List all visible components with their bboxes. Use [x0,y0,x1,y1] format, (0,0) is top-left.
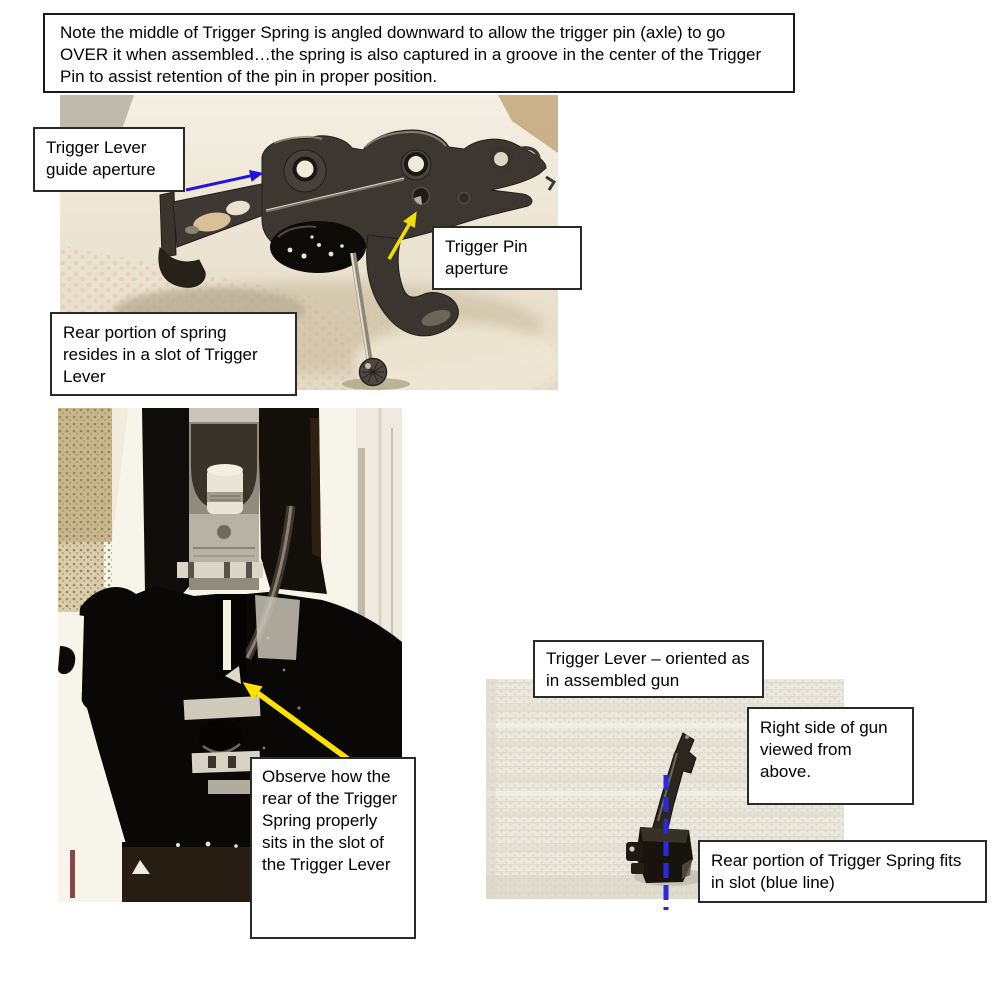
callout-right-side-of-gun: Right side of gun viewed from above. [747,707,914,805]
note-box: Note the middle of Trigger Spring is angled downward to allow the trigger pin (axle) to go OVER it when assembled…the spring is also captured in a groove in the center of the Trigger Pin to assist retention of the pin in proper position. [43,13,795,93]
callout-observe-spring-in-slot: Observe how the rear of the Trigger Spring properly sits in the slot of the Trigger Lever [250,757,416,939]
callout-rear-spring-fits-slot: Rear portion of Trigger Spring fits in slot (blue line) [698,840,987,903]
callout-trigger-lever-guide-aperture: Trigger Lever guide aperture [33,127,185,192]
callout-trigger-lever-oriented: Trigger Lever – oriented as in assembled gun [533,640,764,698]
callout-rear-portion-of-spring: Rear portion of spring resides in a slot of Trigger Lever [50,312,297,396]
callout-trigger-pin-aperture: Trigger Pin aperture [432,226,582,290]
